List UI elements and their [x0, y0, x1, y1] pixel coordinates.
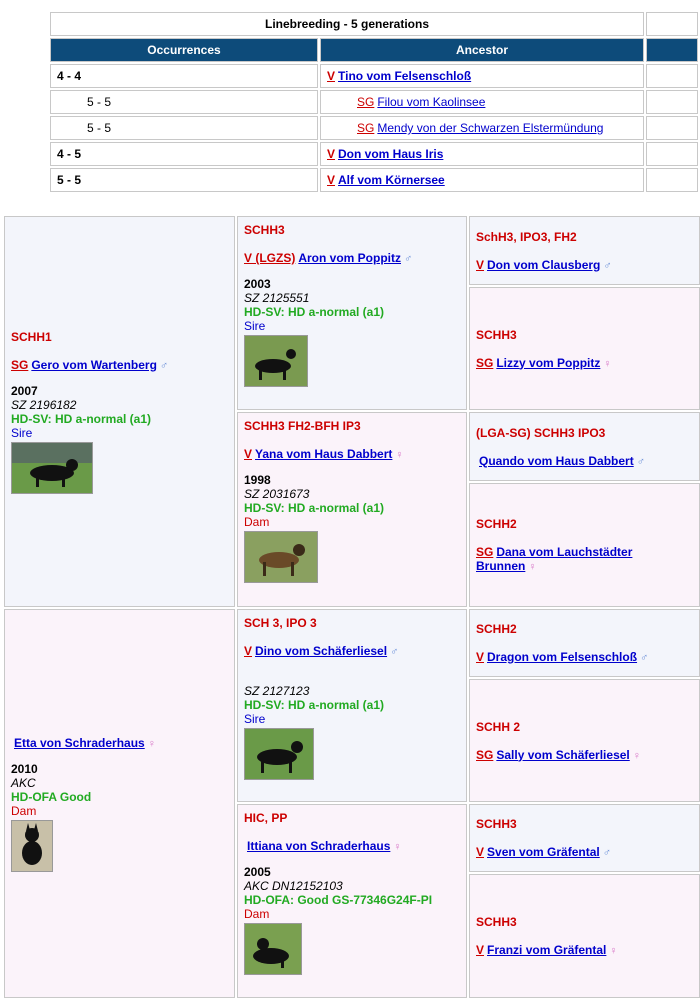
- grade-label: SG: [476, 545, 494, 559]
- dog-link[interactable]: Dragon vom Felsenschloß: [487, 650, 638, 664]
- dog-link[interactable]: Lizzy vom Poppitz: [496, 355, 601, 370]
- grade-label: SG: [11, 357, 29, 372]
- pedigree-cell-dam: [4, 609, 235, 998]
- registration: SZ 2125551: [244, 291, 310, 305]
- pedigree-cell-dd-sire: [469, 804, 700, 872]
- ancestor-link[interactable]: Filou vom Kaolinsee: [377, 95, 486, 109]
- dog-link[interactable]: Dana vom Lauchstädter Brunnen: [476, 545, 633, 573]
- birth-year: 2005: [244, 865, 271, 879]
- occurrence-cell: 4 - 5: [50, 142, 318, 166]
- dog-link[interactable]: Sally vom Schäferliesel: [496, 747, 630, 762]
- dog-link[interactable]: Don vom Clausberg: [487, 257, 601, 272]
- ancestor-cell: [320, 168, 644, 192]
- dog-link-dam-sire[interactable]: Dino vom Schäferliesel: [255, 644, 388, 658]
- role-label: Dam: [11, 803, 37, 818]
- birth-year: 2010: [11, 761, 38, 776]
- dog-photo[interactable]: [244, 531, 318, 583]
- dog-link-dam[interactable]: Etta von Schraderhaus: [14, 735, 145, 750]
- pedigree-cell-ds-dam: [469, 679, 700, 802]
- occurrence-cell: 5 - 5: [50, 116, 318, 140]
- grade-label: V: [476, 257, 485, 272]
- pedigree-cell-sire-dam: [237, 412, 467, 607]
- grade-label: V (LGZS): [244, 251, 296, 265]
- dog-title: SCHH 2: [476, 719, 521, 734]
- pedigree-cell-ss-dam: [469, 287, 700, 410]
- birth-year: 1998: [244, 473, 271, 487]
- linebreeding-title: Linebreeding - 5 generations: [50, 12, 644, 36]
- health-rating: HD-SV: HD a-normal (a1): [244, 305, 385, 319]
- occurrence-cell: 5 - 5: [50, 168, 318, 192]
- column-header-occurrences: Occurrences: [50, 38, 318, 62]
- female-icon: ♀: [393, 841, 402, 853]
- dog-title: SCH 3, IPO 3: [244, 616, 317, 630]
- dog-title: SCHH1: [11, 329, 52, 344]
- table-stub: [646, 142, 698, 166]
- grade-label: V: [476, 943, 485, 957]
- table-stub: [646, 90, 698, 114]
- male-icon: ♂: [404, 253, 413, 265]
- dog-link[interactable]: Franzi vom Gräfental: [487, 943, 607, 957]
- occurrence-cell: 5 - 5: [50, 90, 318, 114]
- birth-year: 2003: [244, 277, 271, 291]
- health-rating: HD-OFA: Good GS-77346G24F-PI: [244, 893, 433, 907]
- ancestor-cell: [320, 142, 644, 166]
- male-icon: ♂: [636, 455, 645, 468]
- dog-photo[interactable]: [244, 335, 308, 387]
- pedigree-cell-dam-dam: [237, 804, 467, 998]
- health-rating: HD-SV: HD a-normal (a1): [244, 698, 385, 712]
- table-stub: [646, 12, 698, 36]
- dog-title: SCHH3: [476, 327, 517, 342]
- pedigree-cell-sd-sire: [469, 412, 700, 481]
- pedigree-cell-dd-dam: [469, 874, 700, 998]
- dog-photo[interactable]: [244, 728, 314, 780]
- table-stub: [646, 64, 698, 88]
- ancestor-link[interactable]: Mendy von der Schwarzen Elstermündung: [377, 121, 604, 135]
- role-label: Sire: [244, 319, 266, 333]
- dog-title: SCHH2: [476, 622, 517, 636]
- dog-photo[interactable]: [11, 442, 93, 494]
- registration: SZ 2127123: [244, 684, 310, 698]
- table-row: [50, 90, 698, 114]
- registration: AKC: [11, 775, 36, 790]
- column-header-stub: [646, 38, 698, 62]
- occurrence-cell: 4 - 4: [50, 64, 318, 88]
- grade-label: V: [327, 147, 336, 161]
- grade-label: SG: [357, 95, 375, 109]
- dog-title: SCHH3 FH2-BFH IP3: [244, 419, 361, 433]
- birth-year: [244, 670, 460, 684]
- table-row: [50, 168, 698, 192]
- table-row: [50, 142, 698, 166]
- grade-label: V: [244, 447, 253, 461]
- dog-title: HIC, PP: [244, 811, 288, 825]
- dog-link-sire[interactable]: Gero vom Wartenberg: [31, 357, 157, 372]
- grade-label: V: [476, 845, 485, 859]
- male-icon: ♂: [640, 652, 649, 664]
- male-icon: ♂: [603, 259, 612, 272]
- pedigree-cell-ds-sire: [469, 609, 700, 677]
- dog-photo[interactable]: [244, 923, 302, 975]
- dog-photo[interactable]: [11, 820, 53, 872]
- pedigree-cell-sire-sire: [237, 216, 467, 410]
- dog-title: (LGA-SG) SCHH3 IPO3: [476, 425, 606, 440]
- dog-link[interactable]: Quando vom Haus Dabbert: [479, 453, 634, 468]
- health-rating: HD-SV: HD a-normal (a1): [11, 411, 152, 426]
- table-stub: [646, 116, 698, 140]
- male-icon: ♂: [602, 847, 611, 859]
- dog-link-sire-sire[interactable]: Aron vom Poppitz: [298, 251, 401, 265]
- role-label: Sire: [244, 712, 266, 726]
- table-row: [50, 116, 698, 140]
- dog-link-sire-dam[interactable]: Yana vom Haus Dabbert: [255, 447, 393, 461]
- registration: AKC DN12152103: [244, 879, 343, 893]
- pedigree-cell-ss-sire: [469, 216, 700, 285]
- dog-title: SCHH3: [476, 915, 517, 929]
- role-label: Dam: [244, 515, 270, 529]
- column-header-ancestor: Ancestor: [320, 38, 644, 62]
- pedigree-cell-sire: [4, 216, 235, 607]
- table-stub: [646, 168, 698, 192]
- grade-label: SG: [476, 355, 494, 370]
- dog-title: SCHH2: [476, 517, 517, 531]
- female-icon: ♀: [528, 561, 537, 573]
- pedigree-cell-dam-sire: [237, 609, 467, 802]
- grade-label: SG: [476, 747, 494, 762]
- ancestor-link[interactable]: Tino vom Felsenschloß: [338, 69, 472, 83]
- health-rating: HD-SV: HD a-normal (a1): [244, 501, 385, 515]
- grade-label: V: [244, 644, 253, 658]
- dog-link[interactable]: Sven vom Gräfental: [487, 845, 600, 859]
- grade-label: V: [327, 69, 336, 83]
- female-icon: ♀: [609, 945, 618, 957]
- dog-title: SCHH3: [476, 817, 517, 831]
- role-label: Sire: [11, 425, 33, 440]
- health-rating: HD-OFA Good: [11, 789, 92, 804]
- birth-year: 2007: [11, 383, 38, 398]
- registration: SZ 2031673: [244, 487, 310, 501]
- female-icon: ♀: [395, 449, 404, 461]
- linebreeding-table: [48, 10, 700, 194]
- ancestor-cell: [320, 90, 644, 114]
- female-icon: ♀: [632, 749, 641, 762]
- dog-title: SCHH3: [244, 223, 285, 237]
- ancestor-cell: [320, 64, 644, 88]
- registration: SZ 2196182: [11, 397, 77, 412]
- female-icon: ♀: [603, 357, 612, 370]
- grade-label: V: [327, 173, 336, 187]
- ancestor-link[interactable]: Don vom Haus Iris: [338, 147, 444, 161]
- ancestor-link[interactable]: Alf vom Körnersee: [338, 173, 445, 187]
- dog-title: SchH3, IPO3, FH2: [476, 229, 577, 244]
- pedigree-cell-sd-dam: [469, 483, 700, 607]
- linebreeding-section: [48, 10, 700, 194]
- table-row: [50, 64, 698, 88]
- role-label: Dam: [244, 907, 270, 921]
- male-icon: ♂: [390, 646, 399, 658]
- male-icon: ♂: [159, 359, 169, 372]
- female-icon: ♀: [147, 737, 156, 750]
- ancestor-cell: [320, 116, 644, 140]
- grade-label: SG: [357, 121, 375, 135]
- grade-label: V: [476, 650, 485, 664]
- dog-link-dam-dam[interactable]: Ittiana von Schraderhaus: [247, 839, 391, 853]
